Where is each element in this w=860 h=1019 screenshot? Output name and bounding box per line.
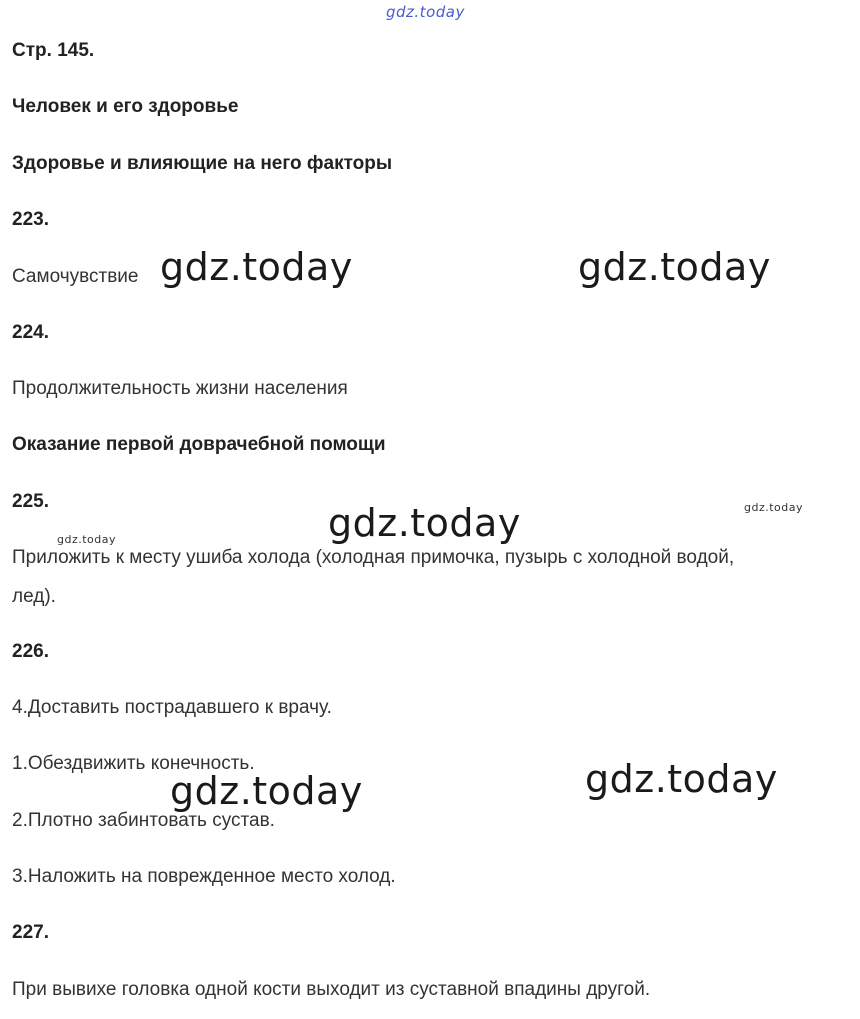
task-number-224: 224. — [12, 322, 49, 343]
watermark-small: gdz.today — [744, 501, 804, 514]
task-226-step: 3.Наложить на поврежденное место холод. — [12, 866, 396, 887]
task-226-step: 2.Плотно забинтовать сустав. — [12, 810, 275, 831]
task-number-227: 227. — [12, 922, 49, 943]
task-226-step: 4.Доставить пострадавшего к врачу. — [12, 697, 332, 718]
task-answer-223: Самочувствие — [12, 266, 139, 287]
watermark-small: gdz.today — [57, 533, 117, 546]
task-answer-225-line1: Приложить к месту ушиба холода (холодная примочка, пузырь с холодной водой, — [12, 547, 735, 568]
watermark-large: gdz.today — [160, 245, 353, 289]
watermark-top: gdz.today — [386, 3, 465, 21]
subsection-title-first-aid: Оказание первой доврачебной помощи — [12, 434, 386, 455]
task-number-225: 225. — [12, 491, 49, 512]
task-number-226: 226. — [12, 641, 49, 662]
page-header: Стр. 145. — [12, 40, 95, 61]
task-answer-227: При вывихе головка одной кости выходит из суставной впадины другой. — [12, 979, 651, 1000]
watermark-large: gdz.today — [578, 245, 771, 289]
subsection-title-health-factors: Здоровье и влияющие на него факторы — [12, 153, 393, 174]
task-answer-225-line2: лед). — [12, 586, 56, 607]
watermark-large: gdz.today — [328, 501, 521, 545]
watermark-large: gdz.today — [585, 757, 778, 801]
watermark-large: gdz.today — [170, 769, 363, 813]
task-226-step: 1.Обездвижить конечность. — [12, 753, 255, 774]
task-answer-224: Продолжительность жизни населения — [12, 378, 348, 399]
section-title: Человек и его здоровье — [12, 96, 239, 117]
task-number-223: 223. — [12, 209, 49, 230]
